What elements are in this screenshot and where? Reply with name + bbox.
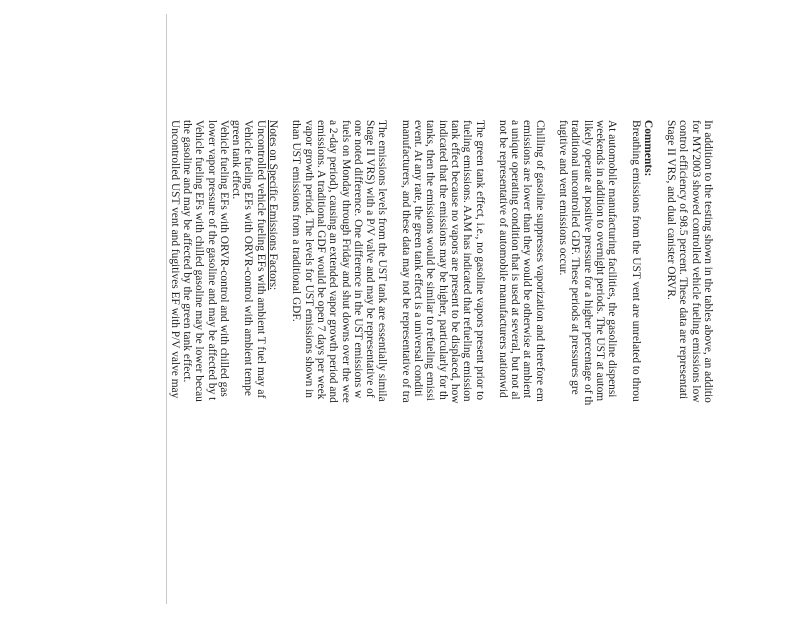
paragraph-4 — [290, 120, 388, 620]
text-line: traditional uncontrolled GDF. These periods at pressures gre — [569, 120, 582, 395]
text-line: than UST emissions from a traditional GDF. — [290, 120, 303, 322]
text-line: one noted difference. One difference in the UST emissions w — [351, 120, 364, 399]
note-line: lower vapor pressure of the gasoline and may be affected by t — [205, 120, 218, 401]
text-line: At automobile manufacturing facilities, the gasoline dispensi — [606, 120, 619, 398]
note-line: Uncontrolled UST vent and fugitives EF with P/V valve may — [168, 120, 181, 399]
text-line: event. At any rate, the green tank effect is a universal conditi — [412, 120, 425, 397]
notes-heading: Notes on Specific Emissions Factors: — [267, 120, 280, 291]
paragraph-1 — [557, 120, 618, 620]
text-line: In addition to the testing shown in the tables above, an additio — [702, 120, 714, 403]
text-line: a unique operating condition that is used at several, but not al — [509, 120, 522, 400]
text-line: Stage II VRS) with a P/V valve and may be representative of — [364, 120, 377, 398]
text-line: manufacturers, and these data may not be representative of tra — [399, 120, 412, 403]
text-line: vapor growth period. The levels for UST emissions shown in — [302, 120, 315, 398]
rotated-text-block — [168, 120, 714, 620]
text-line: Stage II VRS, and dual canister ORVR. — [665, 120, 678, 300]
margin-line — [166, 14, 167, 604]
text-line: Chilling of gasoline suppresses vaporization and therefore em — [533, 120, 546, 402]
note-line: Vehicle fueling EFs with ORVR-control and with chilled gas — [217, 120, 230, 397]
note-line: green tank effect. — [230, 120, 243, 200]
comments-heading: Comments: — [641, 120, 654, 177]
text-line: emissions. A traditional GDF would be open 7 days per week — [314, 120, 327, 400]
text-line: not be representative of automobile manufacturers nationwid — [496, 120, 509, 398]
text-line: Breathing emissions from the UST vent are unrelated to throu — [629, 120, 642, 402]
text-line: fugitive and vent emissions occur. — [557, 120, 570, 276]
text-line: The green tank effect, i.e., no gasoline vapors present prior to — [473, 120, 486, 401]
text-line: The emissions levels from the UST tank are essentially simila — [376, 120, 389, 402]
text-line: tank effect because no vapors are present to be displaced, how — [448, 120, 461, 404]
text-line: fueling emissions. AAM has indicated that refueling emission — [461, 120, 474, 402]
notes-list — [168, 120, 266, 620]
intro-paragraph — [665, 120, 714, 620]
text-line: weekends in addition to overnight periods. The UST at autom — [593, 120, 606, 402]
text-line: emissions are lower than they would be otherwise at ambient — [521, 120, 534, 399]
note-line: Uncontrolled vehicle fueling EFs with ambient T fuel may af — [254, 120, 267, 399]
text-line: indicated that the emissions may be higher, particularly for th — [436, 120, 449, 400]
paragraph-2 — [497, 120, 546, 620]
text-line: control efficiency of 98.5 percent. These data are representati — [677, 120, 690, 400]
text-line: tanks, then the emissions would be similar to refueling emissi — [424, 120, 437, 401]
note-line: the gasoline and may be affected by the green tank effect. — [181, 120, 194, 383]
note-line: Vehicle fueling EFs with ORVR-control with ambient tempe — [242, 120, 255, 396]
note-line: Vehicle fueling EFs with chilled gasoline may be lower becau — [193, 120, 206, 402]
text-line: fuels on Monday through Friday and shut downs over the wee — [339, 120, 352, 403]
paragraph-3 — [399, 120, 485, 620]
text-line: a 2-day period), causing an extended vapor growth period and — [327, 120, 340, 403]
text-line: likely operate at positive pressure for a higher percentage of th — [581, 120, 594, 406]
text-line: for MY2003 showed controlled vehicle fueling emissions low — [689, 120, 702, 403]
